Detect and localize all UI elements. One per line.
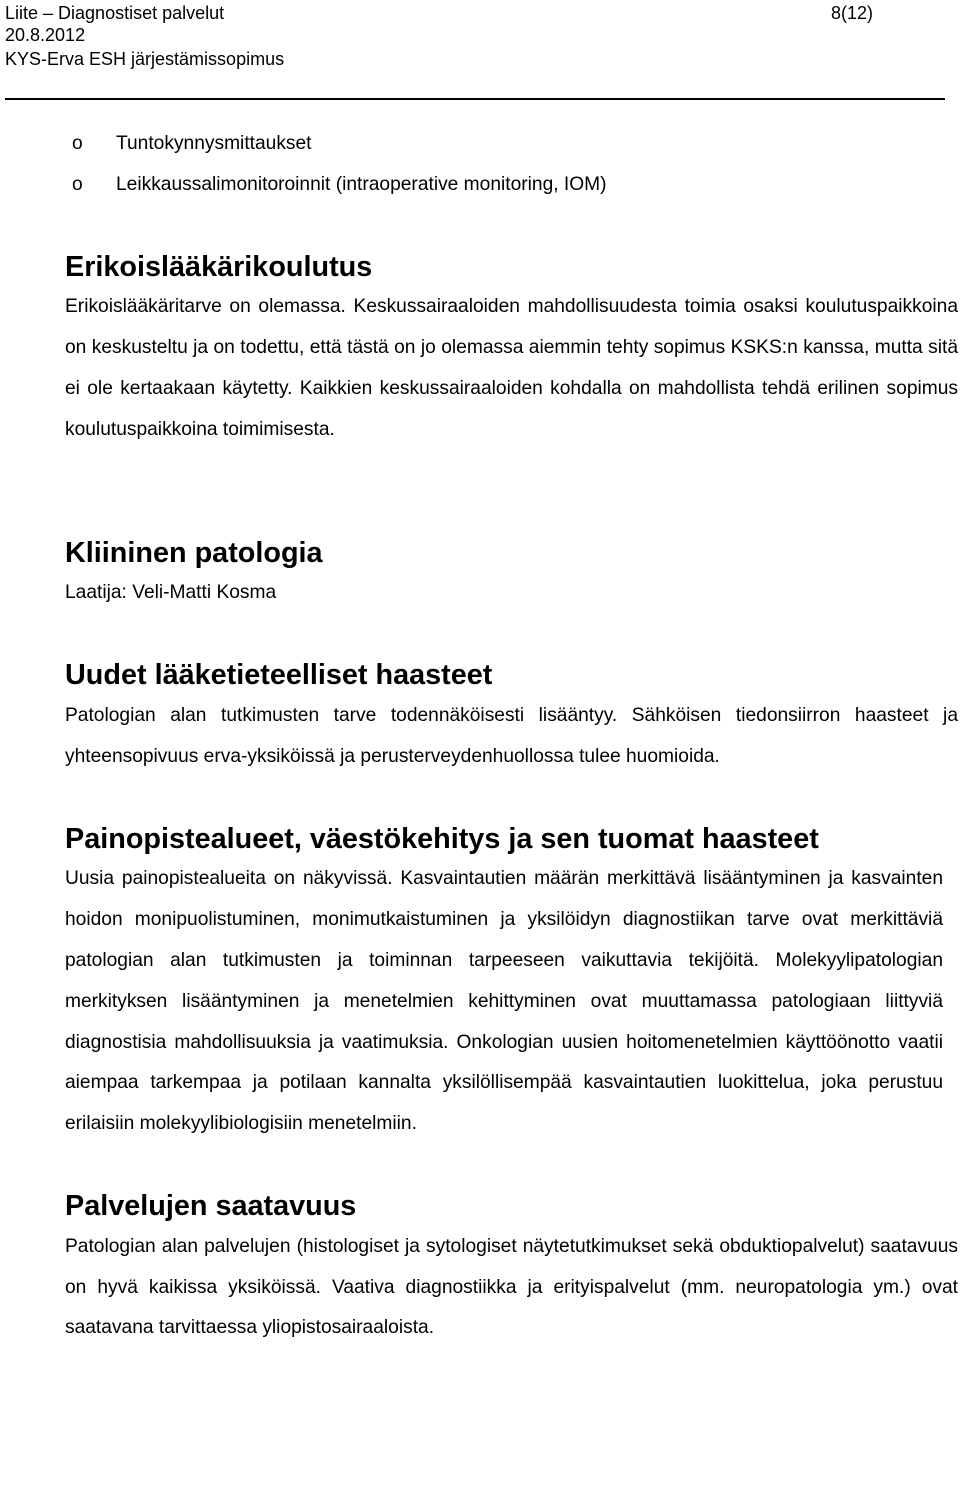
bullet-list <box>65 124 958 206</box>
paragraph-erikoislaakarikoulutus: Erikoislääkäritarve on olemassa. Keskussairaaloiden mahdollisuudesta toimia osaksi koulutuspaikkoina on keskusteltu ja on todettu, että tästä on jo olemassa aiemmin tehty sopimus KSKS:n kanssa, mutta sitä ei ole kertaakaan käytetty. Kaikkien keskussairaaloiden kohdalla on mahdollista tehdä erilinen sopimus koulutuspaikkoina toimimisesta. <box>65 296 958 440</box>
spacer <box>65 778 958 819</box>
section-heading-painopistealueet: Painopistealueet, väestökehitys ja sen tuomat haasteet <box>65 822 819 855</box>
header-document-title: Liite – Diagnostiset palvelut <box>5 3 225 23</box>
document-body <box>65 124 958 1349</box>
spacer <box>65 451 958 533</box>
list-item <box>0 165 958 206</box>
section-heading-erikoislaakarikoulutus: Erikoislääkärikoulutus <box>65 250 373 283</box>
header-agreement-name: KYS-Erva ESH järjestämissopimus <box>5 49 285 69</box>
header-date: 20.8.2012 <box>5 25 86 45</box>
page-number: 8(12) <box>830 3 873 23</box>
section-heading-uudet-haasteet: Uudet lääketieteelliset haasteet <box>65 659 493 692</box>
list-item <box>0 124 958 165</box>
author-line: Laatija: Veli-Matti Kosma <box>65 582 277 604</box>
paragraph-palvelujen-saatavuus: Patologian alan palvelujen (histologiset ja sytologiset näytetutkimukset sekä obduktiopalvelut) saatavuus on hyvä kaikissa yksiköissä. Vaativa diagnostiikka ja erityispalvelut (mm. neuropatologia ym.) ovat saatavana tarvittaessa yliopistosairaaloista. <box>65 1235 958 1339</box>
spacer <box>65 614 958 655</box>
list-item-text: Tuntokynnysmittaukset <box>116 133 312 154</box>
bullet-marker: o <box>72 173 83 195</box>
header-divider <box>5 98 945 100</box>
bullet-marker: o <box>72 133 83 154</box>
section-heading-kliininen-patologia: Kliininen patologia <box>65 536 323 569</box>
page-header <box>5 0 945 100</box>
spacer <box>65 1145 958 1186</box>
section-heading-palvelujen-saatavuus: Palvelujen saatavuus <box>65 1189 357 1222</box>
list-item-text: Leikkaussalimonitoroinnit (intraoperative monitoring, IOM) <box>116 173 607 195</box>
paragraph-painopistealueet: Uusia painopistealueita on näkyvissä. Kasvaintautien määrän merkittävä lisääntyminen ja kasvainten hoidon monipuolistuminen, monimutkaistuminen ja yksilöidyn diagnostiikan tarve ovat merkittäviä patologian alan tutkimusten ja toiminnan tarpeeseen vaikuttavia tekijöitä. Molekyylipatologian merkityksen lisääntyminen ja menetelmien kehittyminen ovat muuttamassa patologiaan liittyviä diagnostisia mahdollisuuksia ja vaatimuksia. Onkologian uusien hoitomenetelmien käyttöönotto vaatii aiempaa tarkempaa ja potilaan kannalta yksilöllisempää kasvaintautien luokittelua, joka perustuu erilaisiin molekyylibiologisiin menetelmiin. <box>65 868 943 1135</box>
spacer <box>65 206 958 247</box>
paragraph-uudet-haasteet: Patologian alan tutkimusten tarve todennäköisesti lisääntyy. Sähköisen tiedonsiirron haasteet ja yhteensopivuus erva-yksiköissä ja perusterveydenhuollossa tulee huomioida. <box>65 704 958 767</box>
